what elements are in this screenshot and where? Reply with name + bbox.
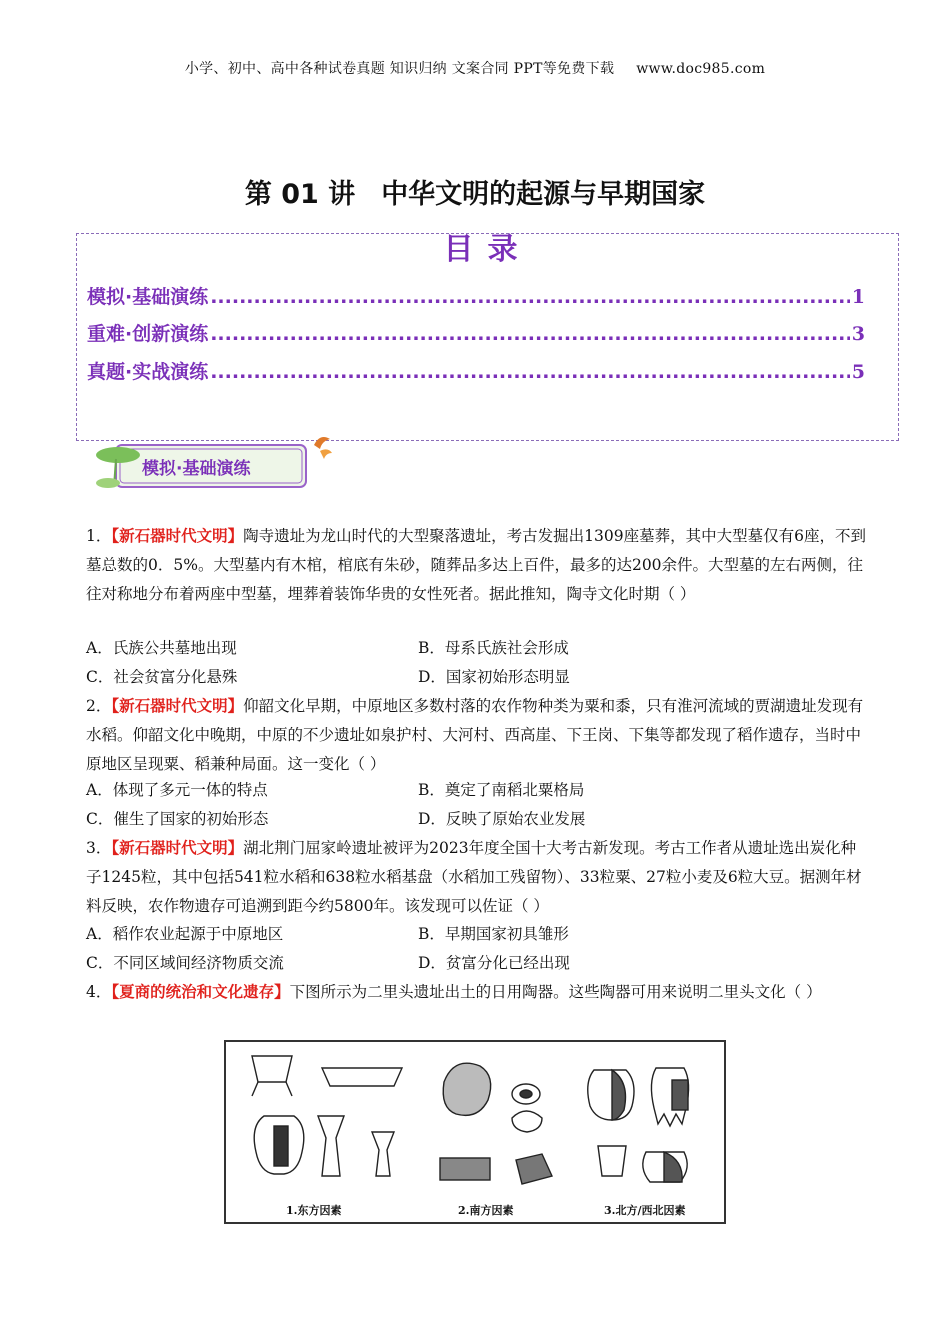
toc-item-page: 5 [851, 361, 865, 383]
option-b[interactable]: B．奠定了南稻北粟格局 [418, 781, 585, 799]
question-tag: 【新石器时代文明】 [111, 697, 244, 715]
page-header [0, 58, 950, 78]
pottery-illustration [226, 1042, 724, 1222]
figure-caption: 1.东方因素 [286, 1204, 342, 1217]
pottery-vessel-icon [598, 1146, 626, 1176]
option-c[interactable]: C．社会贫富分化悬殊 [86, 668, 238, 686]
question-stem: 陶寺遗址为龙山时代的大型聚落遗址，考古发掘出1309座墓葬，其中大型墓仅有6座，不到墓总数的0．5%。大型墓内有木棺，棺底有朱砂，随葬品多达上百件，最多的达200余件。大型墓的左右两侧，往往对称地分布着两座中型墓，埋葬着装饰华贵的女性死者。据此推知，陶寺文化时期（ ） [86, 527, 866, 603]
option-d[interactable]: D．贫富分化已经出现 [418, 954, 570, 972]
option-a[interactable]: A．体现了多元一体的特点 [86, 781, 268, 799]
lecture-title: 中华文明的起源与早期国家 [381, 179, 706, 210]
option-b[interactable]: B．早期国家初具雏形 [418, 925, 569, 943]
page-title [0, 172, 950, 211]
option-a[interactable]: A．氏族公共墓地出现 [86, 639, 237, 657]
question-number: 1． [86, 527, 112, 545]
lecture-number: 第 01 讲 [244, 179, 356, 210]
question-stem: 仰韶文化早期，中原地区多数村落的农作物种类为粟和黍，只有淮河流域的贾湖遗址发现有水稻。仰韶文化中晚期，中原的不少遗址如泉护村、大河村、西高崖、下王岗、下集等都发现了稻作遗存，当时中原地区呈现粟、稻兼种局面。这一变化（ ） [86, 697, 864, 773]
option-d[interactable]: D．国家初始形态明显 [418, 668, 570, 686]
question-4 [86, 978, 866, 1007]
pottery-vessel-icon [512, 1111, 542, 1132]
header-url[interactable]: www.doc985.com [636, 61, 766, 77]
question-tag: 【新石器时代文明】 [111, 527, 244, 545]
pottery-shard-icon [516, 1154, 552, 1184]
option-a[interactable]: A．稻作农业起源于中原地区 [86, 925, 284, 943]
figure-caption: 2.南方因素 [458, 1204, 514, 1217]
toc-item[interactable] [87, 282, 865, 309]
toc-item-page: 1 [851, 286, 865, 308]
toc-heading: 目录 [443, 232, 532, 267]
question-number: 4． [86, 983, 112, 1001]
table-of-contents [76, 233, 899, 441]
option-c[interactable]: C．不同区域间经济物质交流 [86, 954, 284, 972]
toc-leader [210, 286, 850, 308]
toc-item[interactable] [87, 357, 865, 384]
question-number: 2． [86, 697, 112, 715]
pottery-vessel-icon [318, 1116, 344, 1176]
question-tag: 【夏商的统治和文化遗存】 [111, 983, 290, 1001]
question-2-options [86, 776, 866, 834]
question-1-options [86, 634, 866, 692]
section-badge [94, 437, 314, 493]
option-d[interactable]: D．反映了原始农业发展 [418, 810, 586, 828]
toc-item-label: 真题·实战演练 [87, 361, 209, 383]
toc-item-label: 模拟·基础演练 [87, 286, 209, 308]
figure-caption: 3.北方/西北因素 [604, 1204, 686, 1217]
leaf-sprig-icon [314, 437, 330, 449]
pottery-vessel-icon [322, 1068, 402, 1086]
pottery-figure [224, 1040, 726, 1224]
toc-item[interactable] [87, 319, 865, 346]
toc-item-page: 3 [851, 323, 865, 345]
lotus-leaf-icon [96, 447, 140, 463]
pottery-vessel-icon [252, 1056, 292, 1082]
question-1 [86, 522, 866, 609]
question-3 [86, 834, 866, 921]
header-text: 小学、初中、高中各种试卷真题 知识归纳 文案合同 PPT等免费下载 [184, 61, 615, 77]
question-3-options [86, 920, 866, 978]
toc-leader [210, 361, 850, 383]
question-stem: 湖北荆门屈家岭遗址被评为2023年度全国十大考古新发现。考古工作者从遗址选出炭化种子1245粒，其中包括541粒水稻和638粒水稻基盘（水稻加工残留物）、33粒粟、27粒小麦及6粒大豆。据测年材料反映，农作物遗存可追溯到距今约5800年。该发现可以佐证（ ） [86, 839, 862, 915]
section-badge-label: 模拟·基础演练 [142, 459, 251, 479]
toc-leader [210, 323, 850, 345]
pottery-vessel-icon [443, 1063, 490, 1115]
question-2 [86, 692, 866, 779]
pottery-vessel-icon [588, 1070, 634, 1120]
pottery-shard-icon [440, 1158, 490, 1180]
pottery-vessel-icon [372, 1132, 394, 1176]
option-b[interactable]: B．母系氏族社会形成 [418, 639, 569, 657]
question-number: 3． [86, 839, 112, 857]
question-stem: 下图所示为二里头遗址出土的日用陶器。这些陶器可用来说明二里头文化（ ） [289, 983, 822, 1001]
toc-item-label: 重难·创新演练 [87, 323, 209, 345]
question-tag: 【新石器时代文明】 [111, 839, 244, 857]
option-c[interactable]: C．催生了国家的初始形态 [86, 810, 269, 828]
